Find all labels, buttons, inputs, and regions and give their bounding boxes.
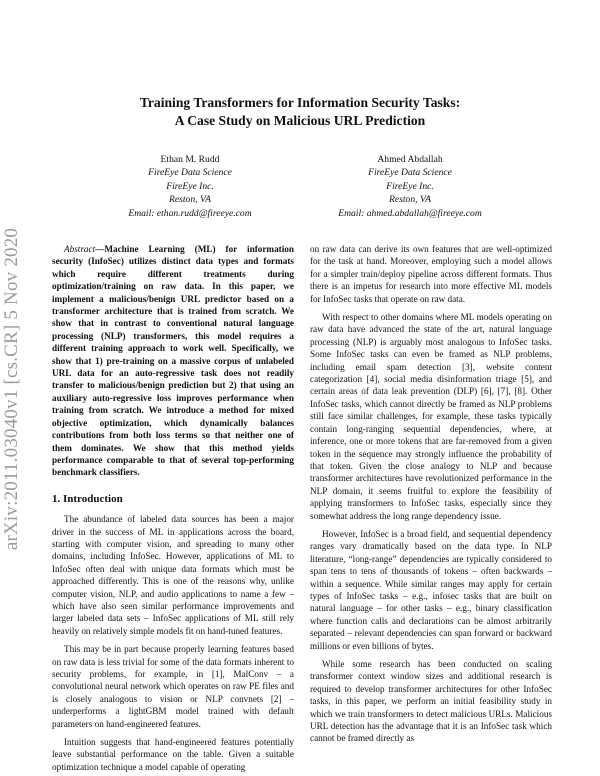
author-block-2 xyxy=(290,153,530,220)
author-email: Email: ahmed.abdallah@fireeye.com xyxy=(338,207,482,219)
left-column xyxy=(52,243,294,773)
section-heading-introduction: 1. Introduction xyxy=(52,492,123,505)
author-name: Ahmed Abdallah xyxy=(377,154,443,165)
right-column xyxy=(310,243,552,745)
author-location: Reston, VA xyxy=(389,194,431,206)
abstract xyxy=(52,243,294,479)
paragraph: This may be in part because properly learning features based on raw data is less trivial for some of the data formats inherent to security problems, for example, in [1], MalConv – a convolutional neural network which operates on raw PE files and is closely analogous to vision or NLP convnets [2] – underperforms a lightGBM model trained with default parameters on hand-engineered features. xyxy=(52,644,294,729)
paragraph: With respect to other domains where ML models operating on raw data have advanced the state of the art, natural language processing (NLP) is arguably most analogous to InfoSec tasks. Some InfoSec tasks can even be framed as NLP problems, including email spam detection [3], website content categorization [4], social media disinformation triage [5], and certain areas of data leak prevention (DLP) [6], [7], [8]. Other InfoSec tasks, which cannot directly be framed as NLP problems still face similar challenges, for example, these tasks typically contain long-ranging sequential dependencies, where, at inference, one or more tokens that are far-removed from a given token in the sequence may strongly influence the probability of that token. Given the close analogy to NLP and because transformer architectures have revolutionized performance in the NLP domain, it seems fruitful to explore the feasibility of applying transformers to InfoSec tasks, especially since they somewhat address the long range dependency issue. xyxy=(310,312,552,521)
paragraph: The abundance of labeled data sources has been a major driver in the success of ML in applications across the board, starting with computer vision, and spreading to many other domains, including InfoSec. However, applications of ML to InfoSec often deal with unique data formats which must be approached differently. This is one of the reasons why, unlike computer vision, NLP, and audio applications to name a few – which have also seen similar performance improvements and larger labeled data sets – InfoSec applications of ML still rely heavily on relatively simple models fit on hand-tuned features. xyxy=(52,514,294,636)
author-name: Ethan M. Rudd xyxy=(160,154,220,165)
author-email: Email: ethan.rudd@fireeye.com xyxy=(128,207,252,219)
abstract-lead: Abstract xyxy=(64,244,96,254)
author-dept: FireEye Data Science xyxy=(148,167,232,179)
paragraph: Intuition suggests that hand-engineered features potentially leave substantial performance on the table. Given a suitable optimization technique a model capable of operating xyxy=(52,737,294,772)
author-dept: FireEye Data Science xyxy=(368,167,452,179)
title-line-2: A Case Study on Malicious URL Prediction xyxy=(174,113,426,128)
paragraph: on raw data can derive its own features that are well-optimized for the task at hand. Moreover, employing such a model allows for a simpler train/deploy pipeline across different formats. Thus there is an impetus for research into more effective ML models for InfoSec tasks that operate on raw data. xyxy=(310,244,552,304)
paragraph: While some research has been conducted on scaling transformer context window sizes and additional research is required to develop transformer architectures for other InfoSec tasks, in this paper, we perform an initial feasibility study in which we train transformers to detect malicious URLs. Malicious URL detection has the advantage that it is an InfoSec task which cannot be framed directly as xyxy=(310,659,552,744)
paragraph: However, InfoSec is a broad field, and sequential dependency ranges vary dramatically based on the data type. In NLP literature, “long-range” dependencies are typically considered to span tens to tens of thousands of tokens – often backwards – within a sequence. While similar ranges may apply for certain types of InfoSec tasks – e.g., infosec tasks that are built on natural language – for other tasks – e.g., binary classification where function calls and declarations can be almost arbitrarily separated – relevant dependencies can span forward or backward millions or even billions of bytes. xyxy=(310,528,552,651)
arxiv-identifier-stamp: arXiv:2011.03040v1 [cs.CR] 5 Nov 2020 xyxy=(1,227,22,551)
author-org: FireEye Inc. xyxy=(386,180,434,192)
author-org: FireEye Inc. xyxy=(166,180,214,192)
title-line-1: Training Transformers for Information Security Tasks: xyxy=(139,95,461,110)
paper-title xyxy=(60,94,540,130)
author-block-1 xyxy=(70,153,310,220)
abstract-text: —Machine Learning (ML) for information security (InfoSec) utilizes distinct data types and formats which require different treatments during optimization/training on raw data. In this paper, we implement a malicious/benign URL predictor based on a transformer architecture that is trained from scratch. We show that in contrast to conventional natural language processing (NLP) transformers, this model requires a different training approach to work well. Specifically, we show that 1) pre-training on a massive corpus of unlabeled URL data for an auto-regressive task does not readily transfer to malicious/benign prediction but 2) that using an auxiliary auto-regressive loss improves performance when training from scratch. We introduce a method for mixed objective optimization, which dynamically balances contributions from both loss terms so that neither one of them dominates. We show that this method yields performance comparable to that of several top-performing benchmark classifiers. xyxy=(52,244,294,478)
author-location: Reston, VA xyxy=(169,194,211,206)
